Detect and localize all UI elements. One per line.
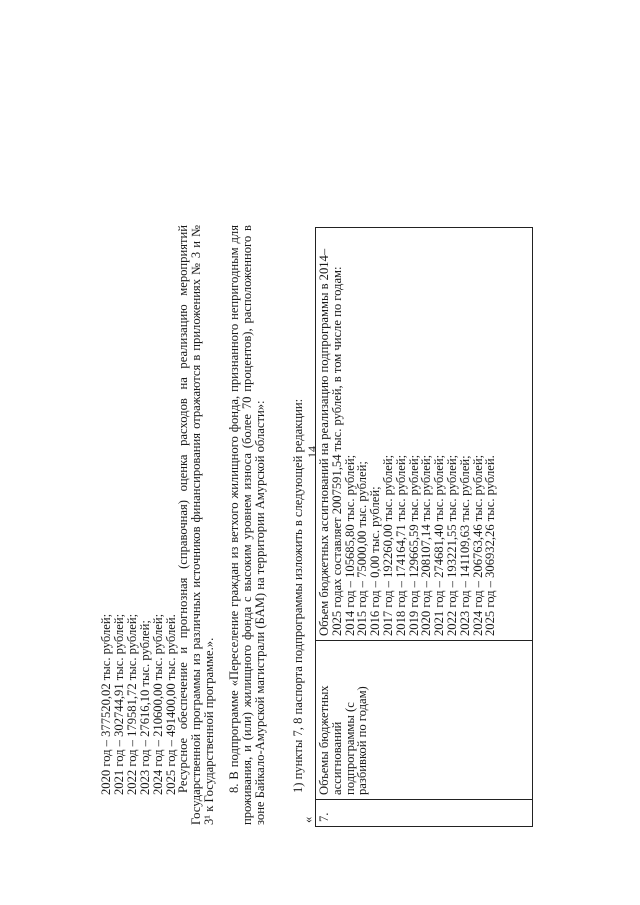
year-line: 2020 год – 208107,14 тыс. рублей;	[419, 454, 434, 636]
list-item: 2023 год – 27616,10 тыс. рублей;	[137, 620, 152, 795]
resource-paragraph: Ресурсное обеспечение и прогнозная (справочная) оценка расходов на реализацию мероприятий Государственной программы из различных источников финансирования отражаются в приложениях № 3 и № 3¹ к Государственной программе.».	[176, 225, 216, 825]
opening-quote: «	[301, 816, 315, 823]
list-item: 2025 год – 491400,00 тыс. рублей.	[163, 614, 178, 795]
year-line: 2024 год – 206763,46 тыс. рублей;	[470, 454, 485, 636]
row-label-cell: Объемы бюджетных ассигнований подпрограммы (с разбивкой по годам)	[316, 641, 533, 800]
table-row	[316, 228, 533, 827]
passport-table	[315, 227, 533, 827]
year-line: 2025 год – 306932,26 тыс. рублей.	[483, 455, 498, 636]
list-item: 2022 год – 179581,72 тыс. рублей;	[124, 613, 139, 795]
items-paragraph: 1) пункты 7, 8 паспорта подпрограммы изложить в следующей редакции:	[291, 398, 305, 793]
continued-year-list	[100, 614, 177, 795]
allocation-cell	[316, 228, 533, 641]
allocation-intro: Объем бюджетных ассигнований на реализацию подпрограммы в 2014–2025 годах составляет 2007591,54 тыс. рублей, в том числе по годам:	[317, 248, 344, 636]
year-line: 2019 год – 129665,59 тыс. рублей;	[406, 454, 421, 636]
year-line: 2017 год – 192260,00 тыс. рублей;	[380, 454, 395, 636]
list-item: 2020 год – 377520,02 тыс. рублей;	[99, 613, 113, 795]
subprogram-paragraph: 8. В подпрограмме «Переселение граждан из ветхого жилищного фонда, признанного непригодным для проживания, и (или) жилищного фонда с высоким уровнем износа (более 70 процентов), расположенного в зоне Байкало-Амурской магистрали (БАМ) на территории Амурской области»:	[227, 225, 267, 825]
year-line: 2021 год – 274681,40 тыс. рублей;	[432, 454, 447, 636]
year-line: 2015 год – 75000,00 тыс. рублей;	[355, 461, 370, 636]
rotated-document-body	[10, 45, 530, 895]
page-number: 14	[305, 446, 319, 458]
row-number-cell: 7.	[316, 800, 533, 827]
year-line: 2014 год – 105685,80 тыс. рублей;	[342, 454, 357, 636]
year-line: 2022 год – 193221,55 тыс. рублей;	[444, 454, 459, 636]
year-line: 2018 год – 174164,71 тыс. рублей;	[393, 454, 408, 636]
year-line: 2016 год – 0,00 тыс. рублей;	[368, 486, 383, 636]
year-line: 2023 год – 141109,63 тыс. рублей;	[457, 455, 472, 636]
list-item: 2021 год – 302744,91 тыс. рублей;	[111, 613, 126, 795]
list-item: 2024 год – 210600,00 тыс. рублей;	[150, 613, 165, 795]
